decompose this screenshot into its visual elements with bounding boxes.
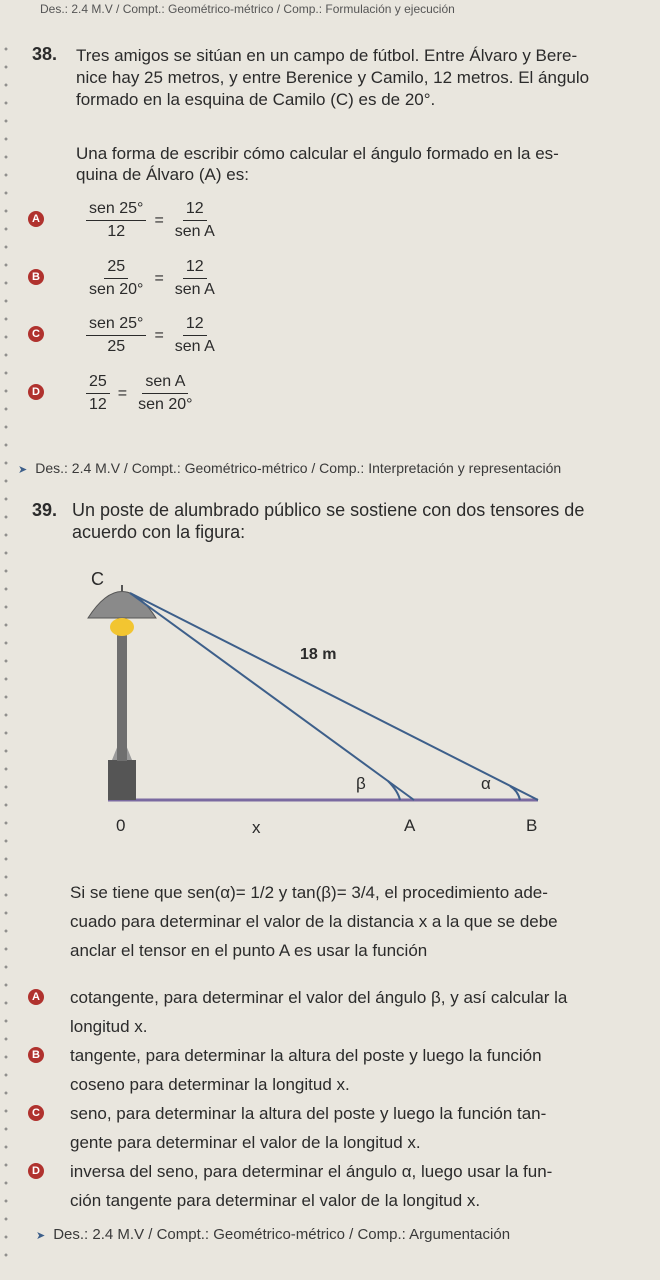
option-d-equation[interactable]: [82, 373, 200, 414]
question-38-prompt-2: quina de Álvaro (A) es:: [76, 165, 249, 184]
answer-d-badge[interactable]: D: [28, 1163, 44, 1179]
answer-c-badge[interactable]: C: [28, 1105, 44, 1121]
question-38-number: 38.: [32, 44, 58, 64]
tensor-to-a: [130, 593, 414, 800]
question-39-number: 39.: [32, 500, 58, 520]
option-a-badge[interactable]: A: [28, 211, 44, 227]
option-d-right-denominator: sen 20°: [138, 396, 193, 413]
answer-d-line-1[interactable]: inversa del seno, para determinar el ángulo α, luego usar la fun-: [70, 1162, 553, 1181]
question-38-line-1: Tres amigos se sitúan en un campo de fútbol. Entre Álvaro y Bere-: [76, 46, 578, 65]
answer-b-line-1[interactable]: tangente, para determinar la altura del poste y luego la función: [70, 1046, 542, 1065]
point-b-label: B: [526, 816, 538, 835]
option-d-left-numerator: 25: [86, 373, 110, 394]
lamp-bulb: [110, 618, 134, 636]
question-38-descriptor-text: Des.: 2.4 M.V / Compt.: Geométrico-métrico / Comp.: Interpretación y representación: [35, 460, 562, 476]
angle-beta-arc: [388, 781, 400, 800]
answer-b-line-2[interactable]: coseno para determinar la longitud x.: [70, 1075, 350, 1094]
x-label: x: [252, 818, 261, 837]
answer-c-line-2[interactable]: gente para determinar el valor de la longitud x.: [70, 1133, 421, 1152]
option-d-badge[interactable]: D: [28, 384, 44, 400]
equals-sign: =: [154, 269, 164, 287]
option-b-left-numerator: 25: [104, 258, 128, 279]
answer-a-line-2[interactable]: longitud x.: [70, 1017, 148, 1036]
length-label: 18 m: [300, 646, 337, 663]
question-38-line-2: nice hay 25 metros, y entre Berenice y Camilo, 12 metros. El ángulo: [76, 68, 590, 87]
option-c-equation[interactable]: [82, 315, 222, 356]
equals-sign: =: [154, 211, 164, 229]
tensor-to-b: [130, 593, 538, 800]
question-39-body-1: Si se tiene que sen(α)= 1/2 y tan(β)= 3/4, el procedimiento ade-: [70, 883, 548, 902]
arrow-right-icon: ➤: [36, 1230, 46, 1242]
question-39-line-2: acuerdo con la figura:: [72, 522, 246, 542]
option-d-left-denominator: 12: [89, 396, 107, 413]
question-38-line-3: formado en la esquina de Camilo (C) es de 20°.: [76, 90, 436, 109]
option-b-right-numerator: 12: [183, 258, 207, 279]
answer-a-badge[interactable]: A: [28, 989, 44, 1005]
option-d-right-numerator: sen A: [142, 373, 188, 394]
option-c-right-numerator: 12: [183, 315, 207, 336]
option-b-right-denominator: sen A: [174, 281, 215, 298]
answer-b-badge[interactable]: B: [28, 1047, 44, 1063]
option-a-right-numerator: 12: [183, 200, 207, 221]
question-39-line-1: Un poste de alumbrado público se sostiene con dos tensores de: [72, 500, 585, 520]
option-a-left-denominator: 12: [107, 223, 126, 240]
alpha-label: α: [481, 774, 491, 793]
point-a-label: A: [404, 816, 416, 835]
option-c-right-denominator: sen A: [174, 338, 215, 355]
option-a-left-numerator: sen 25°: [86, 200, 146, 221]
lamp-pole: [117, 633, 127, 761]
question-39-body-2: cuado para determinar el valor de la distancia x a la que se debe: [70, 912, 558, 931]
answer-a-line-1[interactable]: cotangente, para determinar el valor del ángulo β, y así calcular la: [70, 988, 568, 1007]
option-c-left-denominator: 25: [107, 338, 126, 355]
point-c-label: C: [91, 569, 104, 589]
question-39-descriptor: [36, 1226, 510, 1243]
option-a-right-denominator: sen A: [174, 223, 215, 240]
point-0-label: 0: [116, 816, 126, 835]
lamp-post-figure: [0, 555, 660, 845]
question-39-body-3: anclar el tensor en el punto A es usar la función: [70, 941, 428, 960]
beta-label: β: [356, 774, 366, 793]
option-b-left-denominator: sen 20°: [89, 281, 144, 298]
post-base: [108, 760, 136, 800]
question-39-descriptor-text: Des.: 2.4 M.V / Compt.: Geométrico-métrico / Comp.: Argumentación: [53, 1226, 511, 1243]
answer-c-line-1[interactable]: seno, para determinar la altura del poste y luego la función tan-: [70, 1104, 547, 1123]
arrow-right-icon: ➤: [18, 464, 28, 476]
option-c-left-numerator: sen 25°: [86, 315, 146, 336]
equals-sign: =: [117, 384, 128, 402]
option-c-badge[interactable]: C: [28, 326, 44, 342]
equals-sign: =: [154, 326, 164, 344]
page-header: Des.: 2.4 M.V / Compt.: Geométrico-métrico / Comp.: Formulación y ejecución: [40, 2, 455, 16]
answer-d-line-2[interactable]: ción tangente para determinar el valor de la longitud x.: [70, 1191, 481, 1210]
question-38-descriptor: [18, 460, 561, 476]
question-38-prompt-1: Una forma de escribir cómo calcular el ángulo formado en la es-: [76, 144, 559, 163]
option-b-equation[interactable]: [82, 258, 222, 299]
option-b-badge[interactable]: B: [28, 269, 44, 285]
option-a-equation[interactable]: [82, 200, 222, 241]
